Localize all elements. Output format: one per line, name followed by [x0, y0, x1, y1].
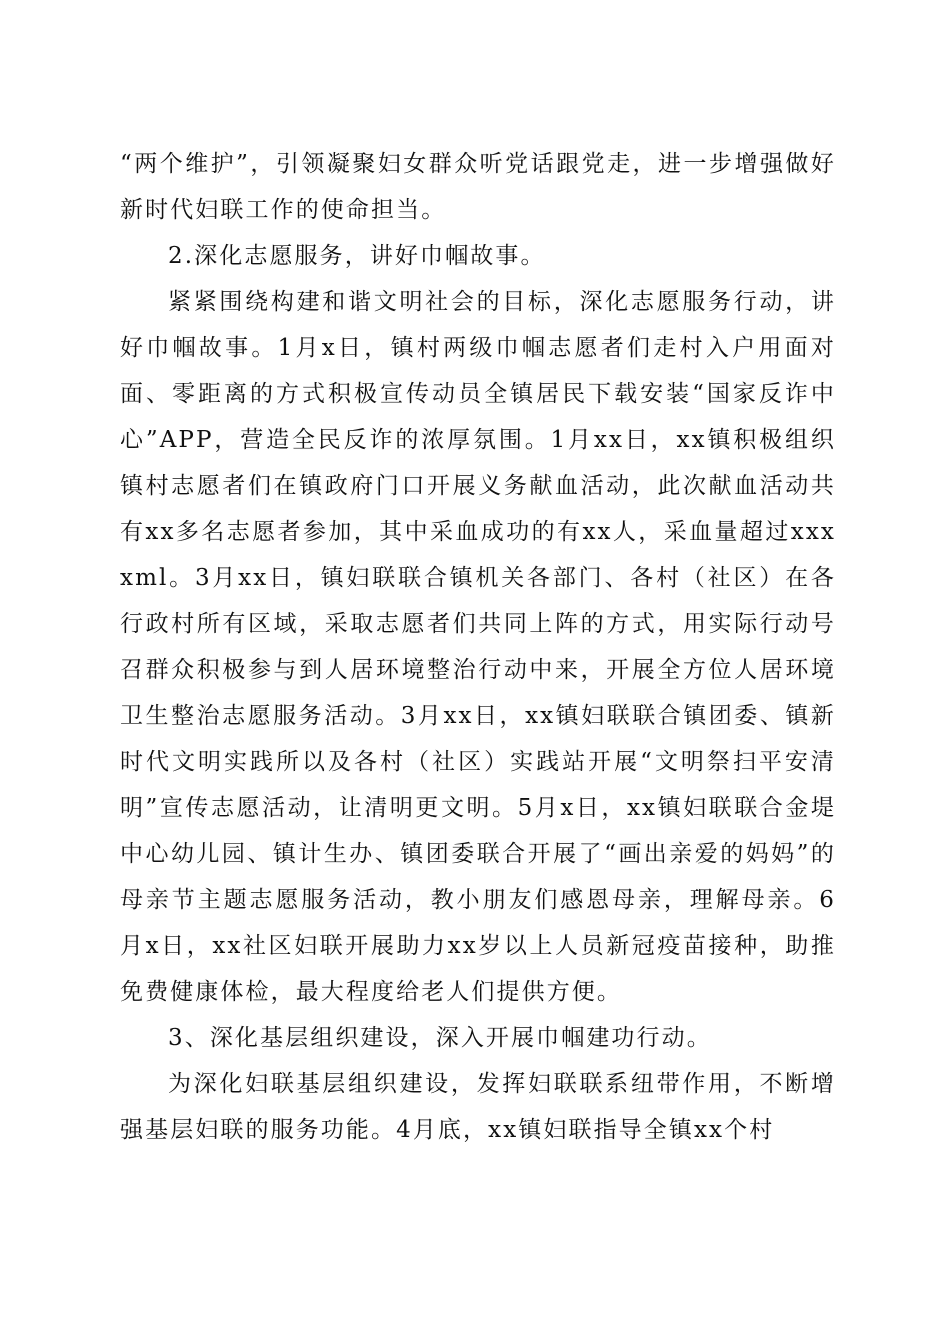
document-body [120, 141, 836, 1153]
section-heading-grassroots-organization: 3、深化基层组织建设，深入开展巾帼建功行动。 [168, 1025, 712, 1051]
paragraph-grassroots-organization: 为深化妇联基层组织建设，发挥妇联联系纽带作用，不断增强基层妇联的服务功能。4月底，xx镇妇联指导全镇xx个村 [120, 1071, 836, 1143]
paragraph-continuation: “两个维护”，引领凝聚妇女群众听党话跟党走，进一步增强做好新时代妇联工作的使命担当。 [120, 151, 836, 223]
paragraph-volunteer-service: 紧紧围绕构建和谐文明社会的目标，深化志愿服务行动，讲好巾帼故事。1月x日，镇村两级巾帼志愿者们走村入户用面对面、零距离的方式积极宣传动员全镇居民下载安装“国家反诈中心”APP，营造全民反诈的浓厚氛围。1月xx日，xx镇积极组织镇村志愿者们在镇政府门口开展义务献血活动，此次献血活动共有xx多名志愿者参加，其中采血成功的有xx人，采血量超过xxxxml。3月xx日，镇妇联联合镇机关各部门、各村（社区）在各行政村所有区域，采取志愿者们共同上阵的方式，用实际行动号召群众积极参与到人居环境整治行动中来，开展全方位人居环境卫生整治志愿服务活动。3月xx日，xx镇妇联联合镇团委、镇新时代文明实践所以及各村（社区）实践站开展“文明祭扫平安清明”宣传志愿活动，让清明更文明。5月x日，xx镇妇联联合金堤中心幼儿园、镇计生办、镇团委联合开展了“画出亲爱的妈妈”的母亲节主题志愿服务活动，教小朋友们感恩母亲，理解母亲。6月x日，xx社区妇联开展助力xx岁以上人员新冠疫苗接种，助推免费健康体检，最大程度给老人们提供方便。 [120, 289, 836, 1005]
section-heading-volunteer-service: 2.深化志愿服务，讲好巾帼故事。 [168, 243, 546, 269]
